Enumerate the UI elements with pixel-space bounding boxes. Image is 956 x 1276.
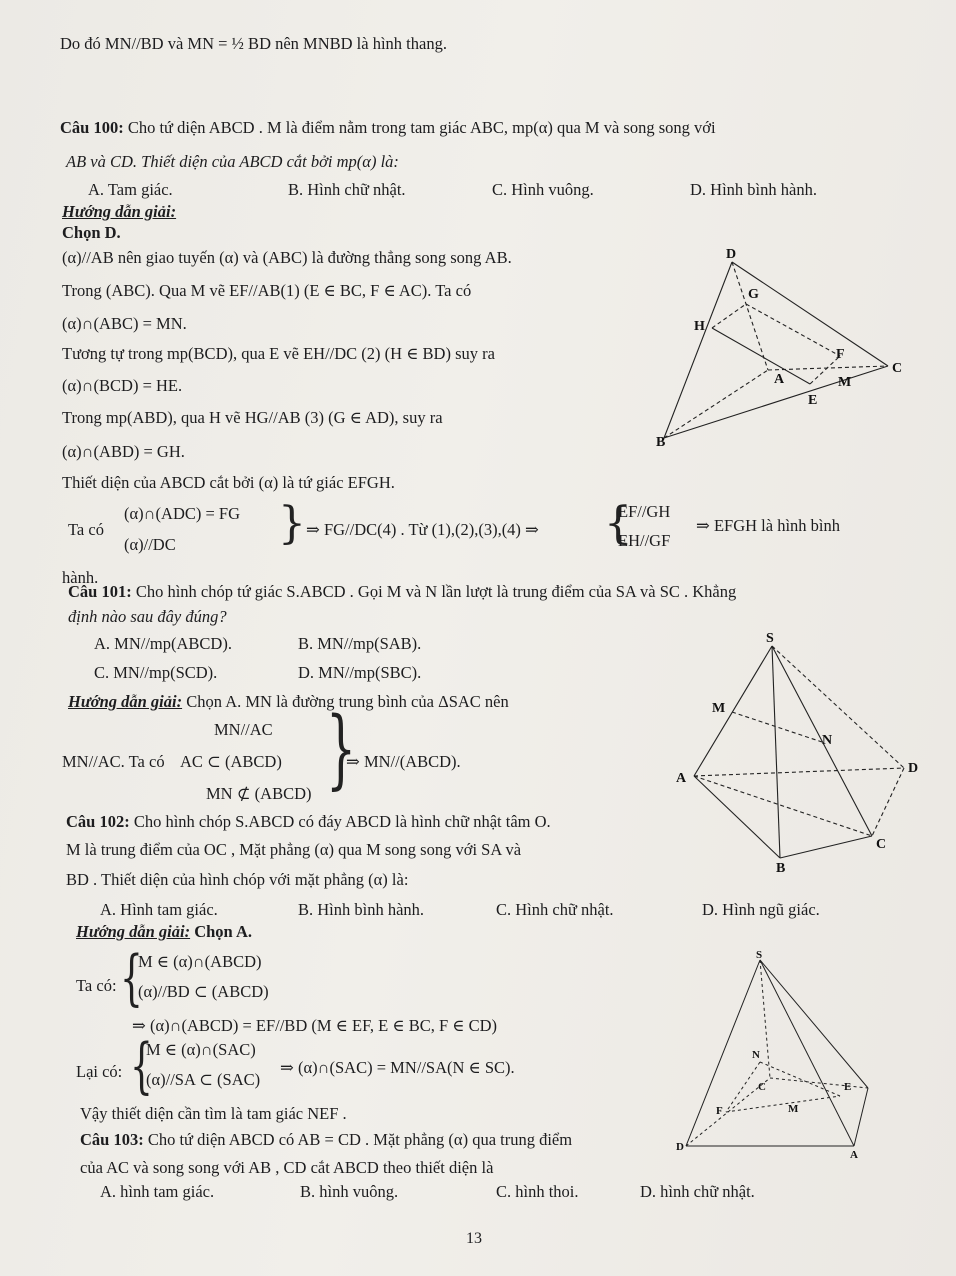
q102-taco: Ta có:: [76, 976, 117, 995]
q100-line-8: Thiết diện của ABCD cắt bởi (α) là tứ giác EFGH.: [62, 473, 395, 492]
fig102-label-n: N: [752, 1049, 760, 1061]
q101-option-c: C. MN//mp(SCD).: [94, 663, 218, 682]
q101-sys-line-1: MN//AC: [214, 720, 273, 739]
edge-da: [732, 262, 768, 370]
seg-ne: [760, 1062, 840, 1096]
q100-sys2-a: EF//GH: [618, 502, 671, 521]
q100-taco: Ta có: [68, 520, 104, 539]
q100-label: Câu 100:: [60, 118, 124, 137]
q102-option-d: D. Hình ngũ giác.: [702, 900, 820, 919]
q101-stem-1: [68, 582, 736, 602]
edge-db: [664, 262, 732, 438]
q102-pyramid-figure: [676, 949, 880, 1161]
q100-tetrahedron-figure: [650, 247, 903, 450]
q100-option-b: B. Hình chữ nhật.: [288, 180, 406, 199]
fig100-label-c: C: [892, 361, 903, 376]
fig102-label-a: A: [850, 1149, 858, 1161]
edge-sb: [772, 646, 780, 858]
q102-imply: ⇒ (α)∩(ABCD) = EF//BD (M ∈ EF, E ∈ BC, F ∈ CD): [132, 1016, 498, 1035]
q102-sys1-a: M ∈ (α)∩(ABCD): [138, 952, 262, 971]
q100-line-5: (α)∩(BCD) = HE.: [62, 376, 183, 395]
edge-ab: [854, 1088, 868, 1146]
q102-option-c: C. Hình chữ nhật.: [496, 900, 614, 919]
q100-sys1-result: ⇒ FG//DC(4) . Từ (1),(2),(3),(4) ⇒: [306, 520, 539, 539]
fig101-label-s: S: [766, 631, 774, 646]
q102-conclusion: Vậy thiết diện cần tìm là tam giác NEF .: [80, 1104, 347, 1123]
edge-sd: [772, 646, 904, 768]
q101-guide-rest: Chọn A. MN là đường trung bình của ΔSAC nên: [182, 692, 509, 711]
q103-option-a: A. hình tam giác.: [100, 1182, 215, 1201]
seg-fe: [726, 1096, 840, 1112]
q102-option-b: B. Hình bình hành.: [298, 900, 425, 919]
q100-sys2-b: EH//GF: [618, 531, 671, 550]
fig101-label-d: D: [908, 761, 919, 776]
q100-line-6: Trong mp(ABD), qua H vẽ HG//AB (3) (G ∈ AD), suy ra: [62, 408, 443, 427]
edge-ab: [694, 776, 780, 858]
q102-label: Câu 102:: [66, 812, 130, 831]
q100-line-3: (α)∩(ABC) = MN.: [62, 314, 187, 333]
q103-text1: Cho tứ diện ABCD có AB = CD . Mặt phẳng (α) qua trung điểm: [147, 1130, 573, 1149]
fig101-label-c: C: [876, 837, 887, 852]
fig102-label-d: D: [676, 1141, 684, 1153]
page-number: 13: [466, 1230, 482, 1247]
q102-laico: Lại có:: [76, 1062, 123, 1081]
edge-ac: [768, 366, 888, 370]
q100-sys1-b: (α)//DC: [124, 535, 176, 554]
seg-gf: [746, 304, 840, 356]
q101-guide-line: [68, 692, 509, 712]
q102-sys2-a: M ∈ (α)∩(SAC): [146, 1040, 256, 1059]
edge-sa: [760, 960, 854, 1146]
edge-sa: [694, 646, 772, 776]
fig101-label-m: M: [712, 701, 726, 716]
q101-pyramid-figure: [672, 631, 919, 876]
q100-text1: Cho tứ diện ABCD . M là điểm nằm trong tam giác ABC, mp(α) qua M và song song với: [127, 118, 716, 137]
q102-stem-1: [66, 812, 551, 832]
q101-guide: Hướng dẫn giải:: [68, 692, 183, 711]
q101-option-d: D. MN//mp(SBC).: [298, 663, 422, 682]
fig100-label-a: A: [774, 372, 785, 387]
q100-option-c: C. Hình vuông.: [492, 180, 594, 199]
q102-option-a: A. Hình tam giác.: [100, 900, 218, 919]
q102-brace-2: {: [130, 1031, 153, 1101]
edge-sb: [760, 960, 868, 1088]
q102-sys2-result: ⇒ (α)∩(SAC) = MN//SA(N ∈ SC).: [280, 1058, 515, 1077]
q103-option-c: C. hình thoi.: [496, 1182, 579, 1201]
q100-sys1-a: (α)∩(ADC) = FG: [124, 504, 241, 523]
fig100-label-g: G: [748, 287, 759, 302]
seg-he: [712, 328, 810, 384]
q101-option-a: A. MN//mp(ABCD).: [94, 634, 232, 653]
q103-label: Câu 103:: [80, 1130, 144, 1149]
intro-line: Do đó MN//BD và MN = ½ BD nên MNBD là hình thang.: [60, 34, 447, 53]
fig102-label-e: E: [844, 1081, 852, 1093]
q100-right-brace: }: [278, 498, 306, 549]
q101-option-b: B. MN//mp(SAB).: [298, 634, 422, 653]
fig101-label-n: N: [822, 733, 833, 748]
edge-dc: [872, 768, 904, 836]
q100-left-brace: {: [604, 498, 632, 549]
q102-sys2-b: (α)//SA ⊂ (SAC): [146, 1070, 261, 1089]
q100-line-2: Trong (ABC). Qua M vẽ EF//AB(1) (E ∈ BC, F ∈ AC). Ta có: [62, 281, 472, 300]
fig102-label-f: F: [716, 1105, 723, 1117]
edge-sd: [686, 960, 760, 1146]
edge-dc: [732, 262, 888, 366]
q100-option-a: A. Tam giác.: [88, 180, 173, 199]
q102-choice: Chọn A.: [190, 922, 252, 941]
q100-sys2-result: ⇒ EFGH là hình bình: [696, 516, 840, 535]
seg-nf: [726, 1062, 760, 1112]
edge-bc: [780, 836, 872, 858]
q103-stem-1: [80, 1130, 572, 1150]
fig100-label-b: B: [656, 435, 666, 450]
q102-guide-line: [76, 922, 252, 942]
q100-choice: Chọn D.: [62, 223, 121, 242]
fig100-label-f: F: [836, 347, 845, 362]
q103-stem-2: của AC và song song với AB , CD cắt ABCD theo thiết diện là: [80, 1158, 494, 1177]
q102-sys1-b: (α)//BD ⊂ (ABCD): [138, 982, 269, 1001]
q100-stem-2: AB và CD. Thiết diện của ABCD cắt bởi mp(α) là:: [66, 152, 399, 171]
fig101-label-a: A: [676, 771, 687, 786]
q101-right-brace: }: [326, 699, 357, 799]
fig100-label-h: H: [694, 319, 705, 334]
q100-tail: hành.: [62, 568, 99, 587]
fig102-label-m: M: [788, 1103, 799, 1115]
q103-option-d: D. hình chữ nhật.: [640, 1182, 755, 1201]
q101-sys-line-2: AC ⊂ (ABCD): [180, 752, 282, 771]
q101-label: Câu 101:: [68, 582, 132, 601]
q101-sys-line-3: MN ⊄ (ABCD): [206, 784, 312, 803]
q100-line-1: (α)//AB nên giao tuyến (α) và (ABC) là đường thẳng song song AB.: [62, 248, 512, 267]
q100-stem-1: [60, 118, 716, 138]
q101-sys-lead: MN//AC. Ta có: [62, 752, 165, 771]
fig101-label-b: B: [776, 861, 786, 876]
q100-option-d: D. Hình bình hành.: [690, 180, 817, 199]
seg-hg: [712, 304, 746, 328]
q101-stem-2: định nào sau đây đúng?: [68, 607, 227, 626]
fig100-label-m: M: [838, 375, 852, 390]
q102-text1: Cho hình chóp S.ABCD có đáy ABCD là hình chữ nhật tâm O.: [133, 812, 551, 831]
edge-ad: [694, 768, 904, 776]
q101-sys-result: ⇒ MN//(ABCD).: [346, 752, 461, 771]
q102-guide: Hướng dẫn giải:: [76, 922, 191, 941]
q102-stem-3: BD . Thiết diện của hình chóp với mặt phẳng (α) là:: [66, 870, 409, 889]
fig100-label-e: E: [808, 393, 818, 408]
q102-stem-2: M là trung điểm của OC , Mặt phẳng (α) qua M song song với SA và: [66, 840, 522, 859]
edge-ba: [664, 370, 768, 438]
fig102-label-s: S: [756, 949, 763, 961]
fig102-label-c: C: [758, 1081, 766, 1093]
q102-brace-1: {: [120, 943, 143, 1013]
q103-option-b: B. hình vuông.: [300, 1182, 399, 1201]
q100-line-4: Tương tự trong mp(BCD), qua E vẽ EH//DC (2) (H ∈ BD) suy ra: [62, 344, 495, 363]
q100-line-7: (α)∩(ABD) = GH.: [62, 442, 185, 461]
edge-cb: [770, 1078, 868, 1088]
fig100-label-d: D: [726, 247, 737, 262]
q101-text1: Cho hình chóp tứ giác S.ABCD . Gọi M và N lần lượt là trung điểm của SA và SC . Khẳng: [135, 582, 737, 601]
q100-guide: Hướng dẫn giải:: [62, 202, 177, 221]
